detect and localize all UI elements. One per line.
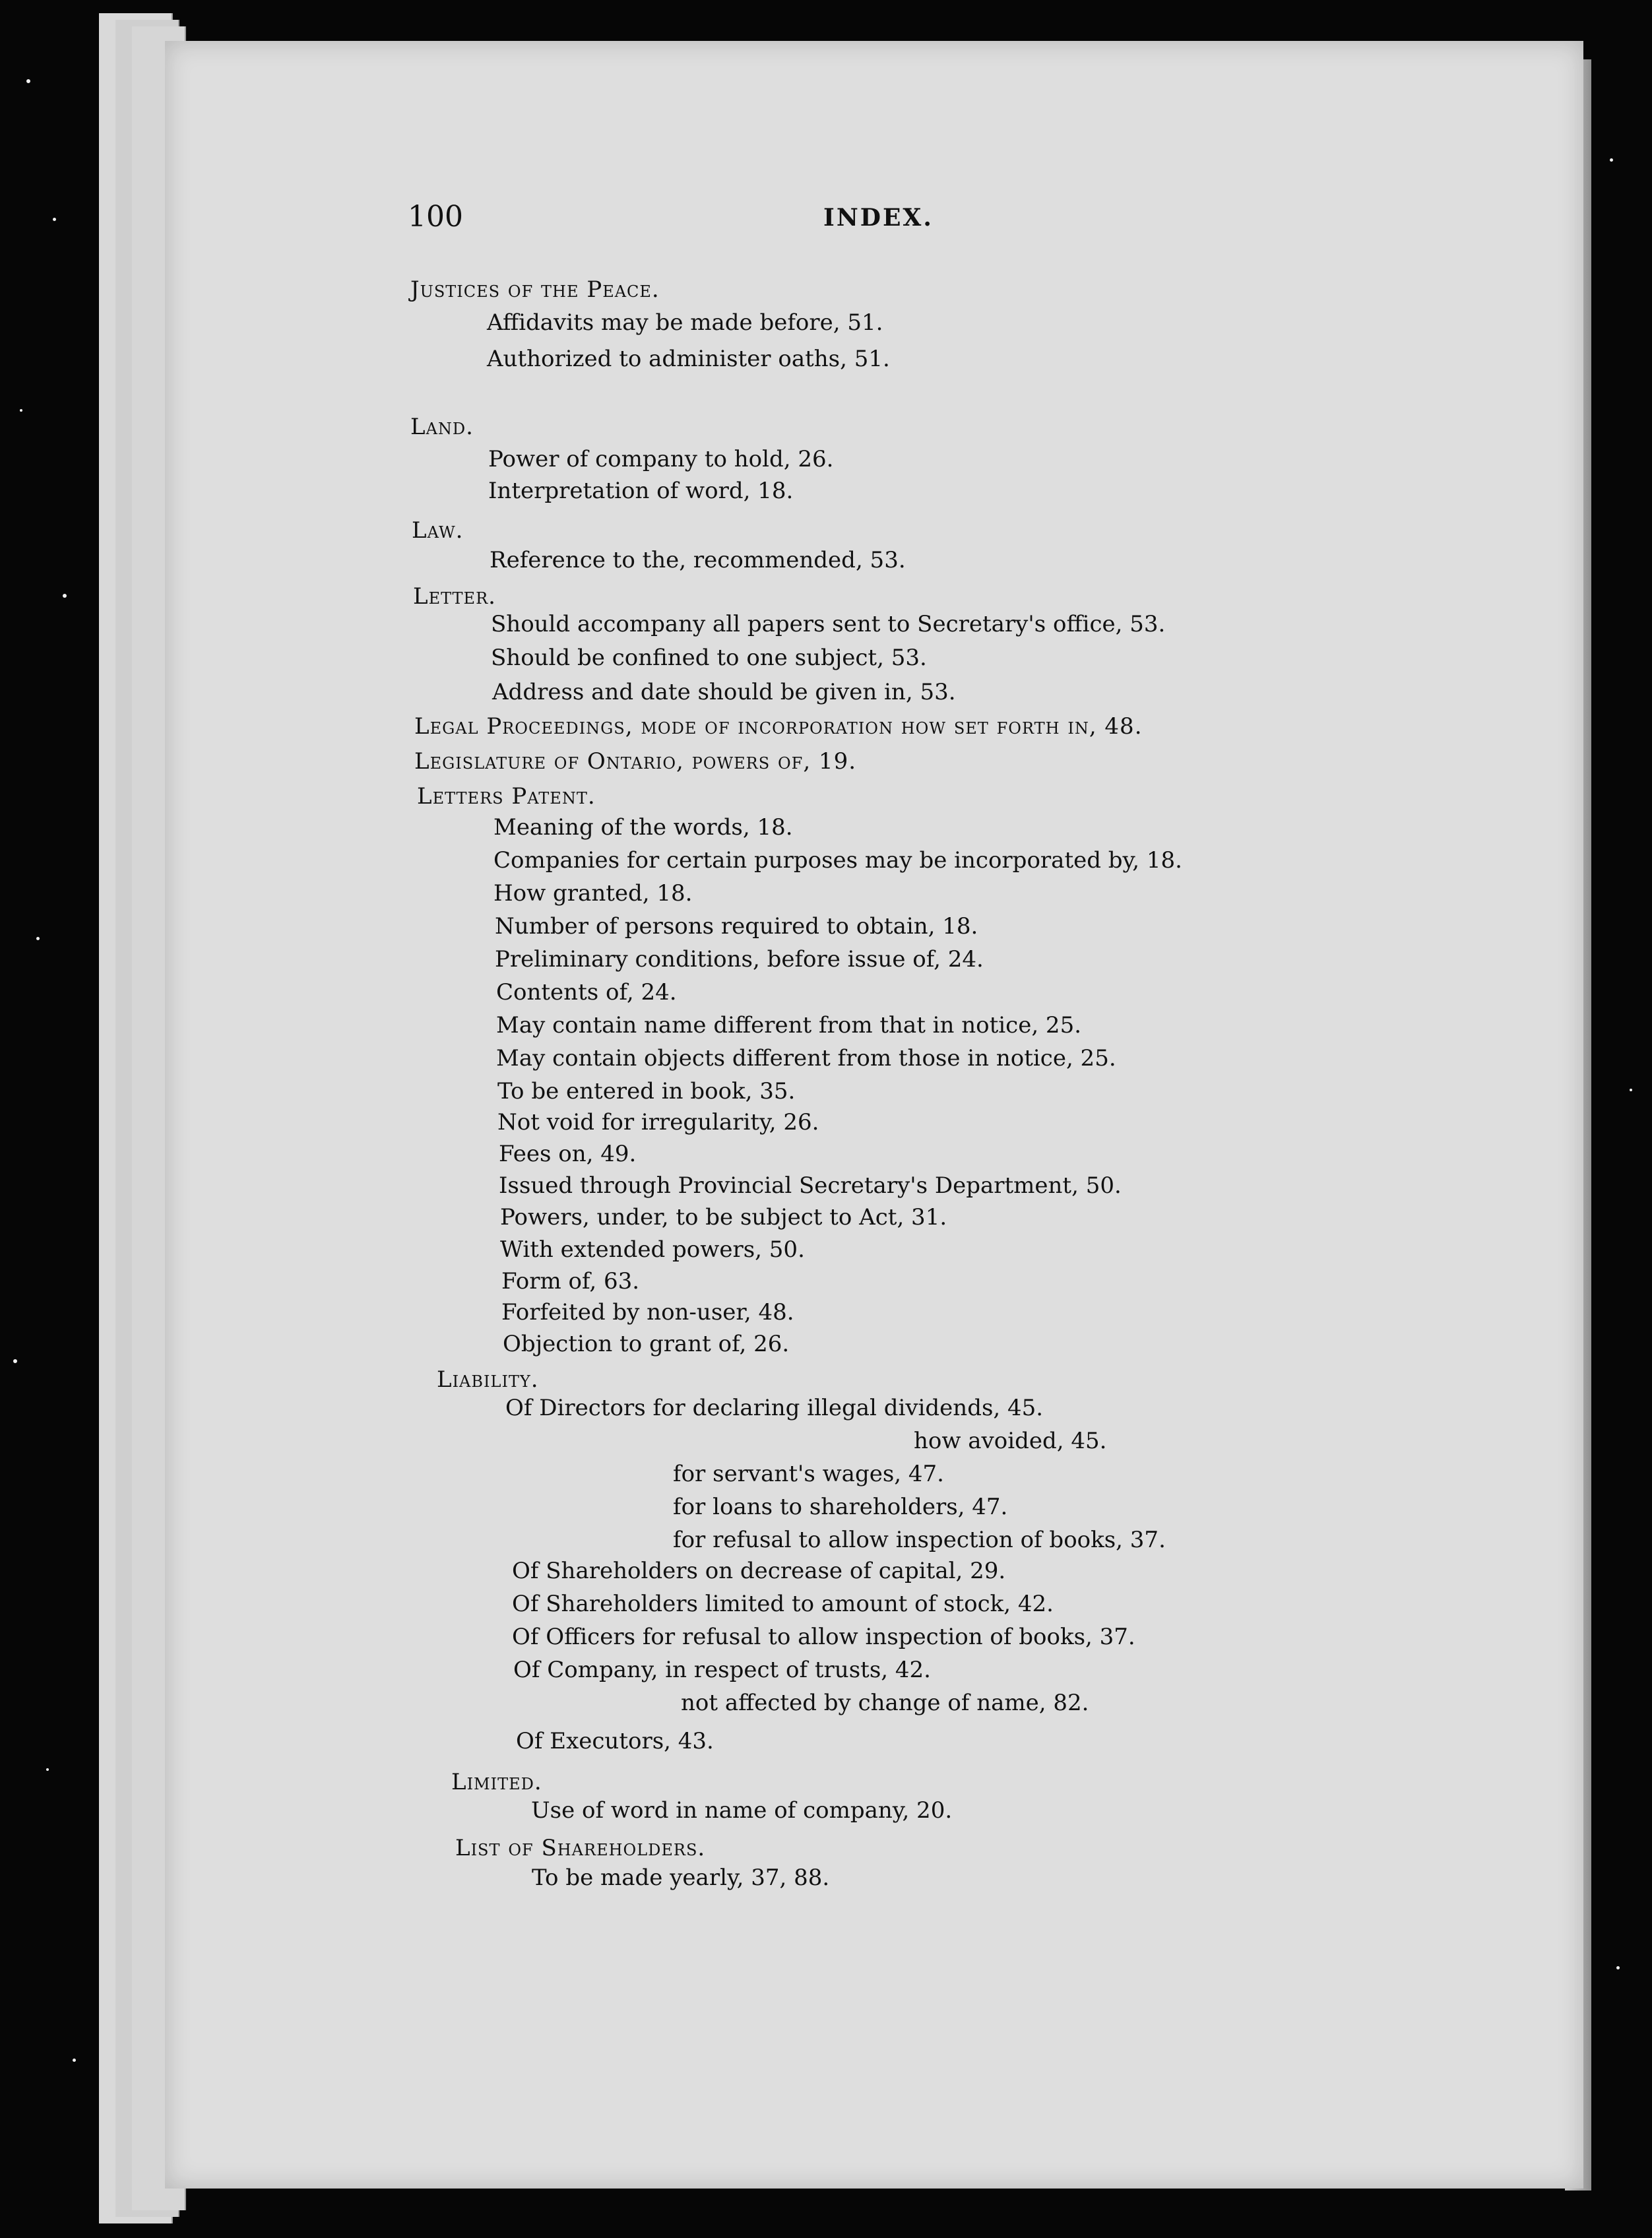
- index-line: Number of persons required to obtain, 18.: [495, 913, 978, 940]
- index-heading: Land.: [410, 414, 474, 440]
- index-line: for loans to shareholders, 47.: [673, 1494, 1008, 1520]
- index-line: To be made yearly, 37, 88.: [532, 1865, 830, 1891]
- index-line: Of Company, in respect of trusts, 42.: [513, 1657, 931, 1683]
- index-line: Of Shareholders on decrease of capital, 29.: [512, 1558, 1006, 1584]
- page-number: 100: [408, 200, 463, 234]
- index-line: May contain objects different from those in notice, 25.: [496, 1045, 1116, 1071]
- index-line: With extended powers, 50.: [500, 1236, 805, 1263]
- index-line: Of Shareholders limited to amount of stock, 42.: [512, 1591, 1054, 1617]
- index-line: Address and date should be given in, 53.: [492, 679, 956, 705]
- index-line: Affidavits may be made before, 51.: [487, 309, 883, 336]
- index-line: Objection to grant of, 26.: [503, 1331, 790, 1357]
- index-line: Forfeited by non-user, 48.: [501, 1299, 794, 1326]
- scan-speck: [20, 409, 22, 412]
- book-page: [165, 41, 1583, 2189]
- index-line: for servant's wages, 47.: [673, 1461, 944, 1487]
- index-heading: Letter.: [413, 583, 496, 610]
- index-heading: Justices of the Peace.: [410, 276, 660, 303]
- index-heading: List of Shareholders.: [455, 1835, 706, 1861]
- index-line: Issued through Provincial Secretary's Department, 50.: [499, 1172, 1122, 1199]
- index-line: Contents of, 24.: [496, 979, 677, 1006]
- index-line: Of Executors, 43.: [516, 1728, 714, 1754]
- index-heading: Limited.: [451, 1769, 542, 1795]
- index-line: Not void for irregularity, 26.: [497, 1109, 819, 1135]
- scan-speck: [26, 79, 30, 83]
- scan-speck: [73, 2059, 76, 2062]
- index-heading: Legal Proceedings, mode of incorporation how set forth in, 48.: [414, 713, 1143, 740]
- index-line: not affected by change of name, 82.: [681, 1690, 1089, 1716]
- index-line: Of Officers for refusal to allow inspection of books, 37.: [512, 1624, 1135, 1650]
- running-head: INDEX.: [823, 204, 934, 232]
- index-line: May contain name different from that in notice, 25.: [496, 1012, 1082, 1039]
- scan-speck: [1616, 1966, 1620, 1969]
- index-line: for refusal to allow inspection of books, 37.: [673, 1527, 1166, 1553]
- index-line: Interpretation of word, 18.: [488, 478, 794, 504]
- index-heading: Legislature of Ontario, powers of, 19.: [414, 748, 857, 775]
- index-line: Should accompany all papers sent to Secretary's office, 53.: [491, 611, 1166, 637]
- index-line: Fees on, 49.: [499, 1141, 637, 1167]
- scan-speck: [63, 594, 67, 598]
- index-line: Authorized to administer oaths, 51.: [487, 346, 890, 372]
- scan-speck: [36, 937, 40, 940]
- scan-speck: [46, 1768, 49, 1771]
- scan-speck: [13, 1359, 17, 1363]
- index-line: Should be confined to one subject, 53.: [491, 645, 927, 671]
- index-line: Powers, under, to be subject to Act, 31.: [500, 1204, 947, 1231]
- index-line: How granted, 18.: [493, 880, 693, 907]
- index-heading: Letters Patent.: [417, 783, 596, 810]
- index-line: To be entered in book, 35.: [497, 1078, 796, 1104]
- index-line: Power of company to hold, 26.: [488, 446, 834, 472]
- index-line: Of Directors for declaring illegal dividends, 45.: [505, 1395, 1044, 1421]
- index-line: Companies for certain purposes may be incorporated by, 18.: [493, 847, 1182, 874]
- index-line: Reference to the, recommended, 53.: [490, 547, 906, 573]
- index-heading: Liability.: [437, 1366, 539, 1393]
- index-line: Meaning of the words, 18.: [493, 814, 793, 841]
- index-heading: Law.: [412, 517, 464, 544]
- scan-speck: [53, 218, 56, 221]
- index-line: Preliminary conditions, before issue of, 24.: [495, 946, 984, 973]
- index-line: Form of, 63.: [501, 1268, 640, 1295]
- index-line: Use of word in name of company, 20.: [531, 1797, 953, 1824]
- index-line: how avoided, 45.: [914, 1428, 1107, 1454]
- scan-speck: [1630, 1089, 1632, 1091]
- scan-speck: [1610, 158, 1613, 162]
